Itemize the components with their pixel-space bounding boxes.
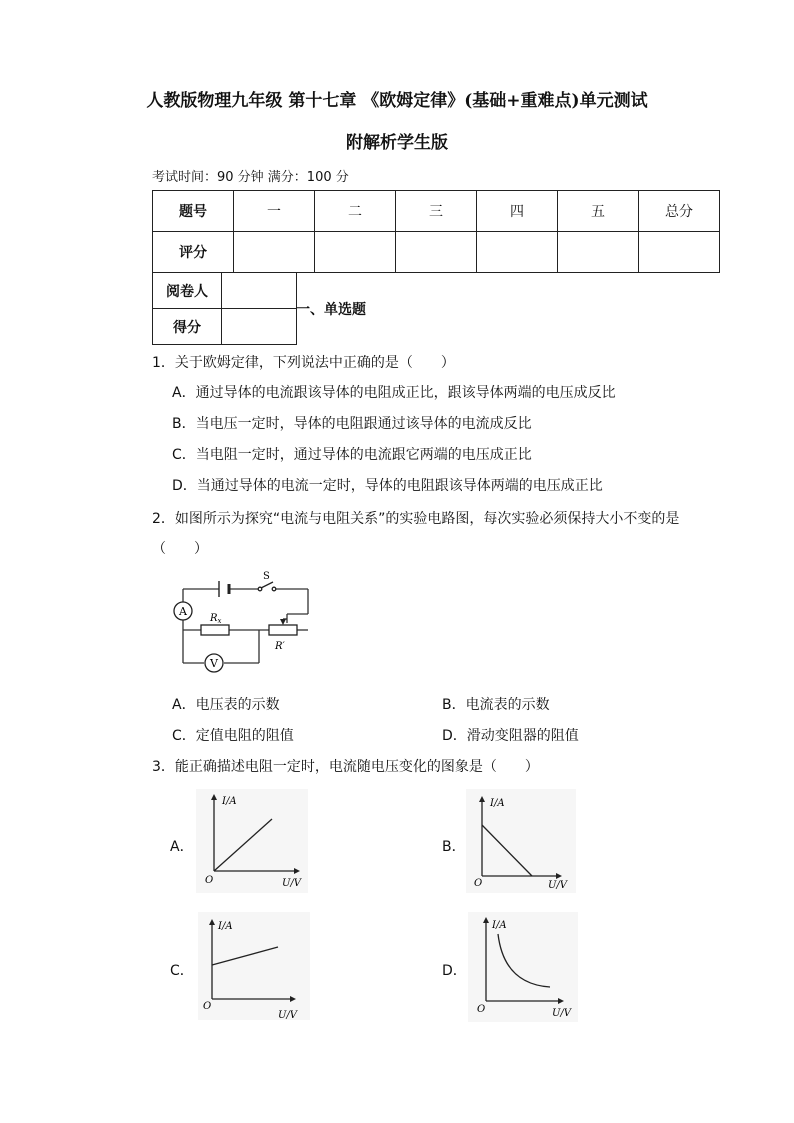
q2-stem: 2．如图所示为探究“电流与电阻关系”的实验电路图，每次实验必须保持大小不变的是 [152, 511, 680, 527]
q1-option-c: C．当电阻一定时，通过导体的电流跟它两端的电压成正比 [172, 447, 532, 463]
voltmeter-label: V [210, 657, 218, 670]
graph-c-x-label: U/V [278, 1010, 298, 1020]
q3-stem: 3．能正确描述电阻一定时，电流随电压变化的图象是（ ） [152, 759, 539, 775]
battery-icon [219, 581, 229, 597]
graph-a-origin: O [205, 875, 214, 886]
q3-option-d-label: D． [442, 963, 467, 979]
header-cell: 三 [396, 191, 477, 232]
q1-option-a: A．通过导体的电流跟该导体的电阻成正比，跟该导体两端的电压成反比 [172, 385, 616, 401]
reviewer-cell [222, 273, 297, 309]
header-cell: 题号 [153, 191, 234, 232]
score-cell [558, 232, 639, 273]
score-table-score-row [153, 232, 720, 273]
section-title: 一、单选题 [296, 302, 366, 318]
q3-option-b-label: B． [442, 839, 466, 855]
graph-b-origin: O [474, 878, 483, 889]
graph-d-origin: O [477, 1004, 486, 1015]
switch-icon [258, 582, 276, 591]
graph-c [198, 912, 310, 1020]
graph-c-y-label: I/A [218, 921, 233, 932]
voltmeter-icon [205, 654, 223, 672]
rheostat-label: R′ [275, 641, 285, 652]
graph-b-y-label: I/A [490, 798, 505, 809]
graph-a [196, 789, 308, 893]
header-cell: 二 [315, 191, 396, 232]
grader-table [152, 272, 297, 345]
graph-d [468, 912, 578, 1022]
graph-a-y-label: I/A [222, 796, 237, 807]
q1-option-b: B．当电压一定时，导体的电阻跟通过该导体的电流成反比 [172, 416, 532, 432]
q2-option-c: C．定值电阻的阻值 [172, 728, 294, 744]
rheostat-icon [269, 619, 297, 635]
header-cell: 总分 [639, 191, 720, 232]
score-cell [639, 232, 720, 273]
header-cell: 一 [234, 191, 315, 232]
score-cell [477, 232, 558, 273]
graph-d-x-label: U/V [552, 1008, 572, 1019]
score-cell [396, 232, 477, 273]
graph-b-x-label: U/V [548, 880, 568, 891]
title-line-2: 附解析学生版 [346, 133, 448, 153]
resistor-icon [201, 625, 229, 635]
title-line-1: 人教版物理九年级 第十七章 《欧姆定律》(基础+重难点)单元测试 [146, 91, 648, 111]
q1-option-d: D．当通过导体的电流一定时，导体的电阻跟该导体两端的电压成正比 [172, 478, 603, 494]
q1-stem: 1．关于欧姆定律，下列说法中正确的是（ ） [152, 355, 455, 371]
resistor-label: $R_x$ [210, 613, 222, 625]
switch-label: S [263, 571, 270, 582]
header-cell: 五 [558, 191, 639, 232]
graph-b [466, 789, 576, 893]
q3-option-a-label: A． [170, 839, 194, 855]
graph-d-y-label: I/A [492, 920, 507, 931]
q2-stem-cont: （ ） [152, 541, 208, 557]
score-cell [315, 232, 396, 273]
q2-option-d: D．滑动变阻器的阻值 [442, 728, 579, 744]
q3-option-c-label: C． [170, 963, 194, 979]
score-cell [234, 232, 315, 273]
score-table [152, 190, 720, 273]
graph-c-origin: O [203, 1001, 212, 1012]
q2-option-a: A．电压表的示数 [172, 697, 280, 713]
reviewer-label: 阅卷人 [153, 273, 222, 309]
circuit-diagram [164, 568, 316, 678]
grader-score-cell [222, 309, 297, 345]
exam-info: 考试时间：90 分钟 满分：100 分 [152, 170, 349, 185]
row-label: 评分 [153, 232, 234, 273]
ammeter-label: A [179, 605, 187, 618]
ammeter-icon [174, 602, 192, 620]
score-table-header-row [153, 191, 720, 232]
grader-score-label: 得分 [153, 309, 222, 345]
q2-option-b: B．电流表的示数 [442, 697, 550, 713]
header-cell: 四 [477, 191, 558, 232]
graph-a-x-label: U/V [282, 878, 302, 889]
